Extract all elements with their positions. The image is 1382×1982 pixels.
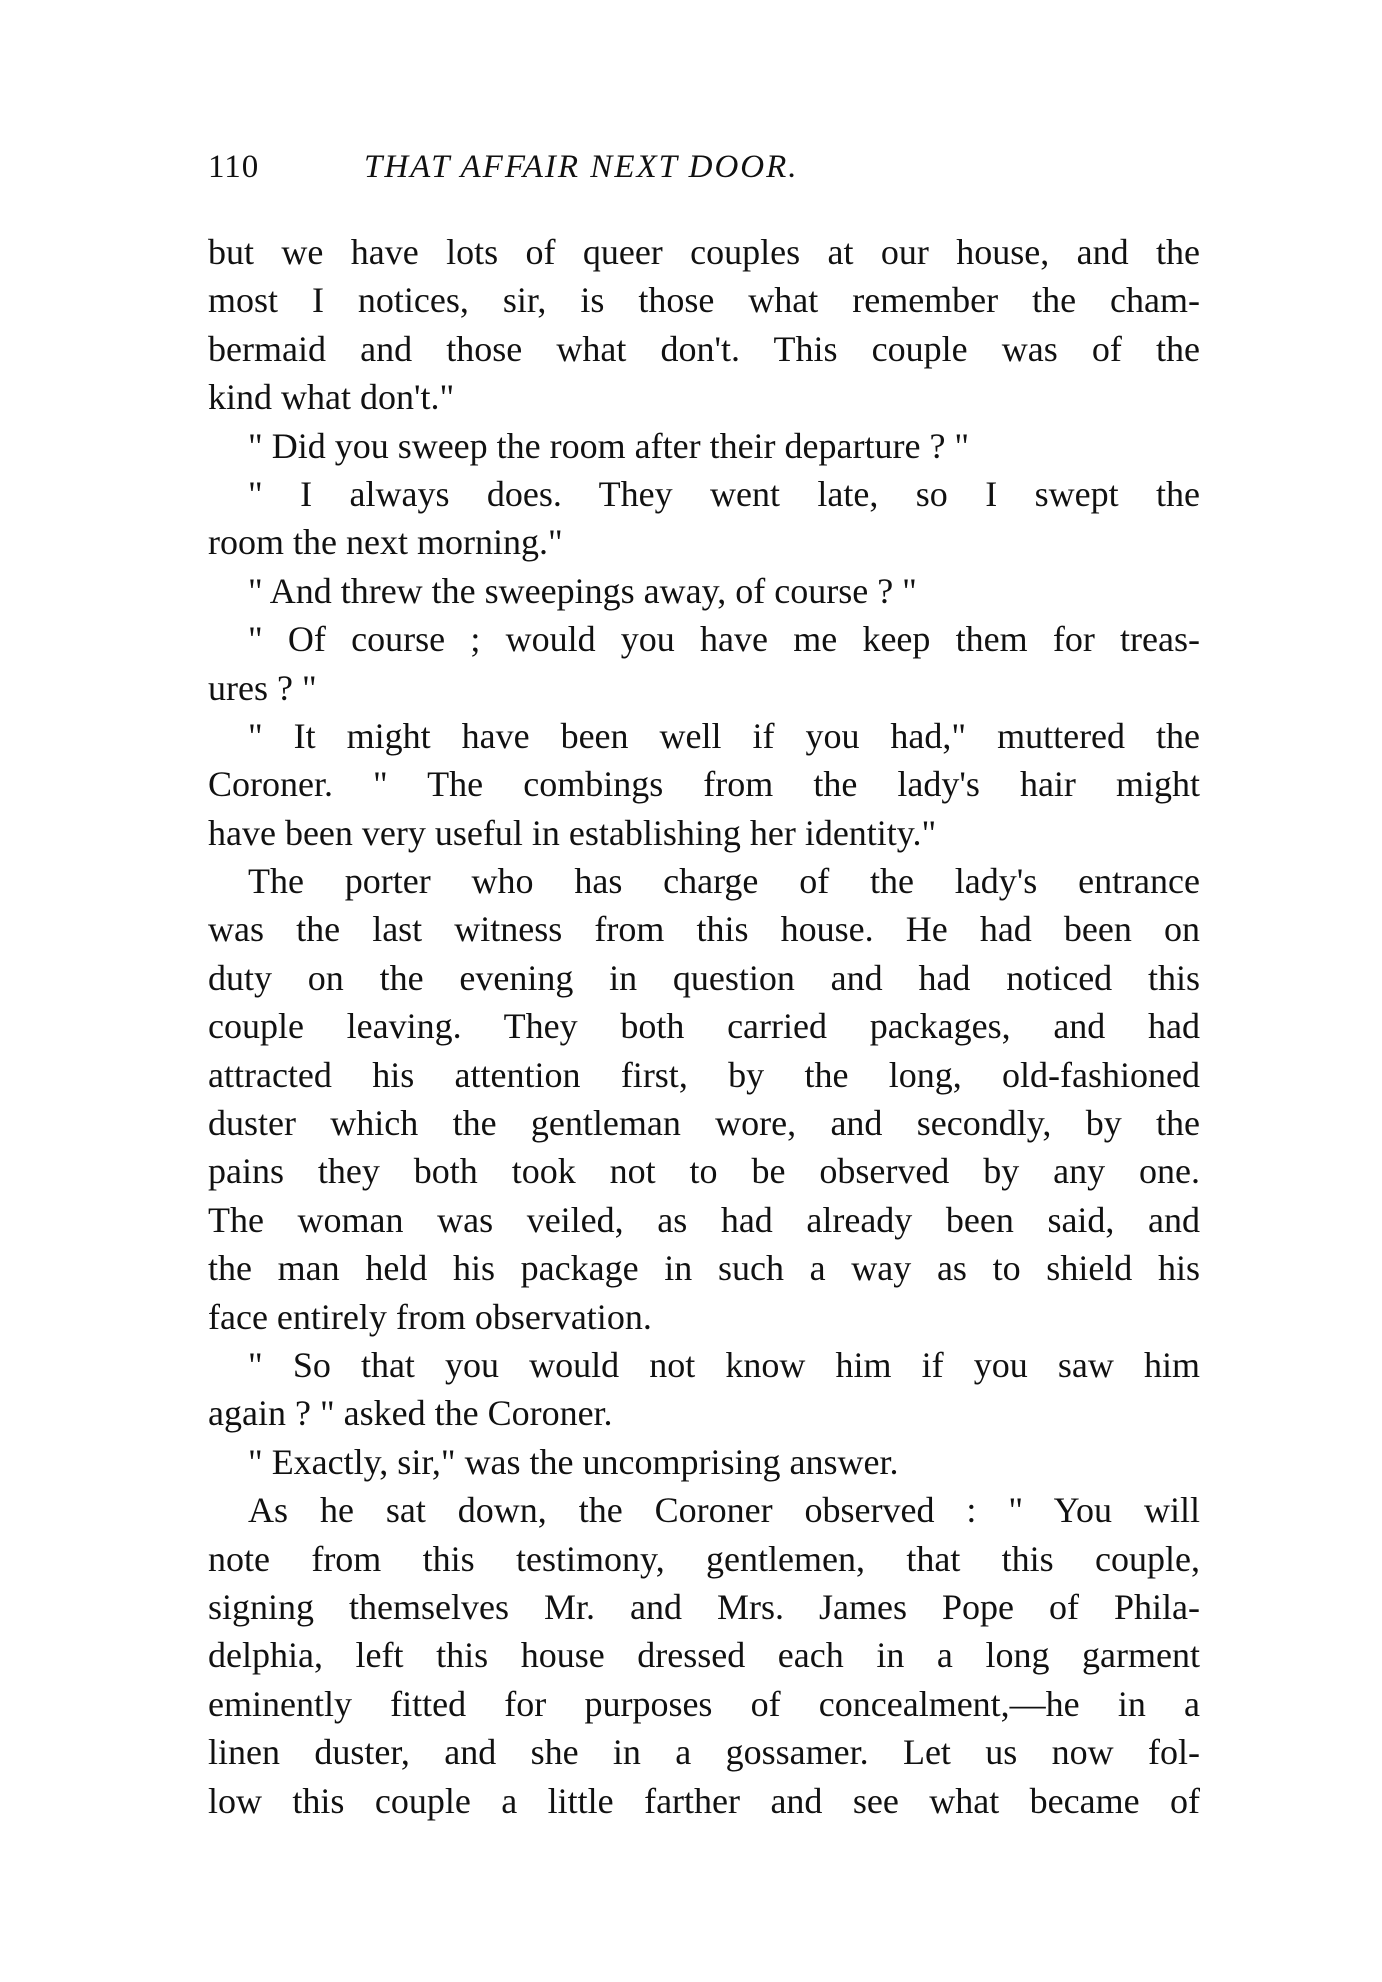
text-line: signing themselves Mr. and Mrs. James Pope of Phila- bbox=[208, 1586, 1200, 1627]
text-line: " And threw the sweepings away, of course ? " bbox=[248, 570, 917, 611]
running-title: THAT AFFAIR NEXT DOOR. bbox=[364, 149, 799, 185]
text-line: " I always does. They went late, so I swept the bbox=[248, 473, 1200, 514]
text-line: the man held his package in such a way as to shield his bbox=[208, 1248, 1200, 1289]
text-line: duty on the evening in question and had noticed this bbox=[208, 957, 1200, 998]
running-header bbox=[208, 142, 1208, 192]
text-line: was the last witness from this house. He had been on bbox=[208, 909, 1200, 950]
text-line: note from this testimony, gentlemen, that this couple, bbox=[208, 1538, 1200, 1579]
text-line: again ? " asked the Coroner. bbox=[208, 1393, 613, 1434]
text-line: The porter who has charge of the lady's entrance bbox=[248, 861, 1200, 902]
text-line: As he sat down, the Coroner observed : " You will bbox=[248, 1490, 1200, 1531]
text-line: " So that you would not know him if you saw him bbox=[248, 1344, 1200, 1385]
text-line: low this couple a little farther and see what became of bbox=[208, 1780, 1200, 1821]
text-line: Coroner. " The combings from the lady's hair might bbox=[208, 764, 1200, 805]
text-line: kind what don't." bbox=[208, 377, 455, 418]
text-line: eminently fitted for purposes of concealment,—he in a bbox=[208, 1683, 1200, 1724]
text-line: bermaid and those what don't. This couple was of the bbox=[208, 328, 1200, 369]
text-line: pains they both took not to be observed by any one. bbox=[208, 1151, 1200, 1192]
text-line: The woman was veiled, as had already been said, and bbox=[208, 1199, 1200, 1240]
page-number: 110 bbox=[208, 149, 260, 185]
text-line: but we have lots of queer couples at our house, and the bbox=[208, 232, 1200, 272]
text-line: " Did you sweep the room after their departure ? " bbox=[248, 425, 970, 466]
text-line: room the next morning." bbox=[208, 522, 563, 563]
text-line: most I notices, sir, is those what remember the cham- bbox=[208, 280, 1200, 321]
text-line: " Of course ; would you have me keep them for treas- bbox=[248, 619, 1200, 660]
text-line: have been very useful in establishing her identity." bbox=[208, 812, 937, 853]
text-line: attracted his attention first, by the long, old-fashioned bbox=[208, 1054, 1200, 1095]
body-text bbox=[208, 228, 1200, 1825]
text-line: face entirely from observation. bbox=[208, 1296, 652, 1337]
text-line: couple leaving. They both carried packages, and had bbox=[208, 1006, 1200, 1047]
text-line: ures ? " bbox=[208, 667, 317, 708]
text-line: " Exactly, sir," was the uncomprising answer. bbox=[248, 1441, 899, 1482]
text-line: linen duster, and she in a gossamer. Let us now fol- bbox=[208, 1732, 1200, 1773]
text-line: duster which the gentleman wore, and secondly, by the bbox=[208, 1103, 1200, 1144]
text-line: delphia, left this house dressed each in a long garment bbox=[208, 1635, 1200, 1676]
text-line: " It might have been well if you had," muttered the bbox=[248, 715, 1200, 756]
